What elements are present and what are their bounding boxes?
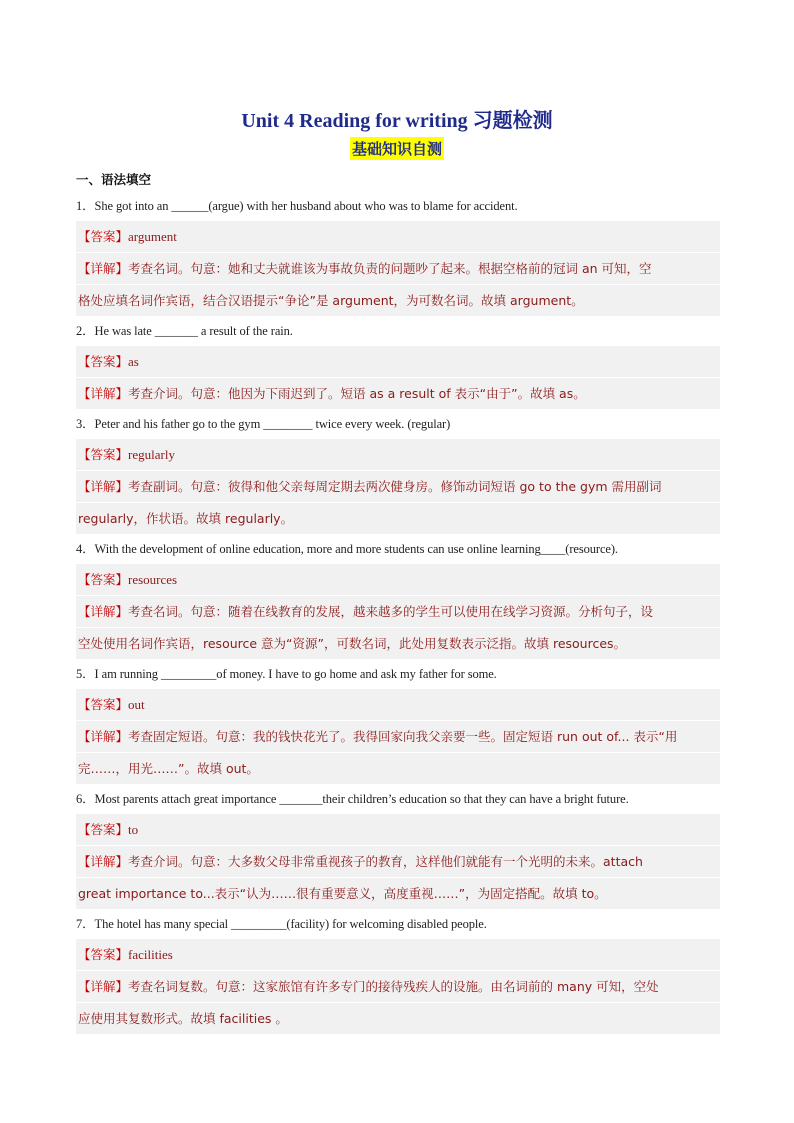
answer-row bbox=[76, 564, 720, 595]
answer-box bbox=[76, 564, 720, 659]
detail-text: 考查介词。句意：他因为下雨迟到了。短语 as a result of 表示“由于”。故填 as。 bbox=[128, 386, 586, 401]
answer-tag: 【答案】 bbox=[78, 822, 129, 837]
answer-row bbox=[76, 346, 720, 377]
answer-tag: 【答案】 bbox=[78, 697, 129, 712]
answer-tag: 【答案】 bbox=[78, 229, 129, 244]
detail-row bbox=[76, 502, 720, 534]
answer-value: as bbox=[128, 354, 139, 369]
detail-text: 考查固定短语。句意：我的钱快花光了。我得回家向我父亲要一些。固定短语 run out of... 表示“用 bbox=[128, 729, 678, 744]
answer-tag: 【答案】 bbox=[78, 447, 129, 462]
detail-tag: 【详解】 bbox=[78, 261, 129, 276]
answer-value: facilities bbox=[128, 947, 173, 962]
detail-text: great importance to...表示“认为……很有重要意义，高度重视……”，为固定搭配。故填 to。 bbox=[78, 886, 607, 901]
answer-tag: 【答案】 bbox=[78, 947, 129, 962]
answer-row bbox=[76, 689, 720, 720]
question-text: 5．I am running _________of money. I have to go home and ask my father for some. bbox=[76, 667, 497, 681]
detail-text: regularly，作状语。故填 regularly。 bbox=[78, 511, 294, 526]
detail-tag: 【详解】 bbox=[78, 386, 129, 401]
detail-row bbox=[76, 845, 720, 877]
exercise-list bbox=[76, 191, 720, 1034]
question-text: 7．The hotel has many special _________(facility) for welcoming disabled people. bbox=[76, 917, 487, 931]
detail-tag: 【详解】 bbox=[78, 479, 129, 494]
detail-row bbox=[76, 970, 720, 1002]
detail-text: 完……，用光……”。故填 out。 bbox=[78, 761, 259, 776]
section-heading: 一、语法填空 bbox=[76, 172, 152, 187]
detail-row bbox=[76, 1002, 720, 1034]
detail-tag: 【详解】 bbox=[78, 979, 129, 994]
detail-row bbox=[76, 595, 720, 627]
answer-row bbox=[76, 439, 720, 470]
answer-tag: 【答案】 bbox=[78, 572, 129, 587]
answer-box bbox=[76, 221, 720, 316]
detail-row bbox=[76, 252, 720, 284]
detail-row bbox=[76, 627, 720, 659]
answer-row bbox=[76, 814, 720, 845]
page-subtitle: 基础知识自测 bbox=[350, 137, 444, 160]
detail-text: 空处使用名词作宾语，resource 意为“资源”，可数名词，此处用复数表示泛指。故填 resources。 bbox=[78, 636, 627, 651]
detail-row bbox=[76, 470, 720, 502]
question-text: 6．Most parents attach great importance _______their children’s education so that they can have a bright future. bbox=[76, 792, 629, 806]
detail-text: 应使用其复数形式。故填 facilities 。 bbox=[78, 1011, 288, 1026]
answer-value: regularly bbox=[128, 447, 175, 462]
question-text: 3．Peter and his father go to the gym ________ twice every week. (regular) bbox=[76, 417, 451, 431]
answer-row bbox=[76, 939, 720, 970]
answer-value: to bbox=[128, 822, 139, 837]
detail-text: 考查副词。句意：彼得和他父亲每周定期去两次健身房。修饰动词短语 go to the gym 需用副词 bbox=[128, 479, 662, 494]
detail-row bbox=[76, 377, 720, 409]
question-text: 4．With the development of online education, more and more students can use online learning____(resource). bbox=[76, 542, 618, 556]
answer-box bbox=[76, 689, 720, 784]
answer-value: argument bbox=[128, 229, 177, 244]
answer-value: out bbox=[128, 697, 145, 712]
answer-row bbox=[76, 221, 720, 252]
detail-text: 格处应填名词作宾语，结合汉语提示“争论”是 argument，为可数名词。故填 argument。 bbox=[78, 293, 584, 308]
detail-text: 考查介词。句意：大多数父母非常重视孩子的教育，这样他们就能有一个光明的未来。attach bbox=[128, 854, 643, 869]
answer-tag: 【答案】 bbox=[78, 354, 129, 369]
answer-box bbox=[76, 346, 720, 409]
detail-row bbox=[76, 877, 720, 909]
detail-tag: 【详解】 bbox=[78, 729, 129, 744]
detail-text: 考查名词复数。句意：这家旅馆有许多专门的接待残疾人的设施。由名词前的 many 可知，空处 bbox=[128, 979, 659, 994]
detail-tag: 【详解】 bbox=[78, 604, 129, 619]
detail-row bbox=[76, 752, 720, 784]
page-title: Unit 4 Reading for writing 习题检测 bbox=[241, 110, 553, 132]
answer-box bbox=[76, 439, 720, 534]
question-text: 2．He was late _______ a result of the rain. bbox=[76, 324, 293, 338]
answer-box bbox=[76, 939, 720, 1034]
detail-tag: 【详解】 bbox=[78, 854, 129, 869]
detail-row bbox=[76, 720, 720, 752]
detail-row bbox=[76, 284, 720, 316]
subtitle-wrap bbox=[0, 137, 794, 160]
detail-text: 考查名词。句意：她和丈夫就谁该为事故负责的问题吵了起来。根据空格前的冠词 an 可知，空 bbox=[128, 261, 652, 276]
question-text: 1．She got into an ______(argue) with her husband about who was to blame for accident. bbox=[76, 199, 518, 213]
detail-text: 考查名词。句意：随着在线教育的发展，越来越多的学生可以使用在线学习资源。分析句子，设 bbox=[128, 604, 654, 619]
answer-value: resources bbox=[128, 572, 178, 587]
answer-box bbox=[76, 814, 720, 909]
